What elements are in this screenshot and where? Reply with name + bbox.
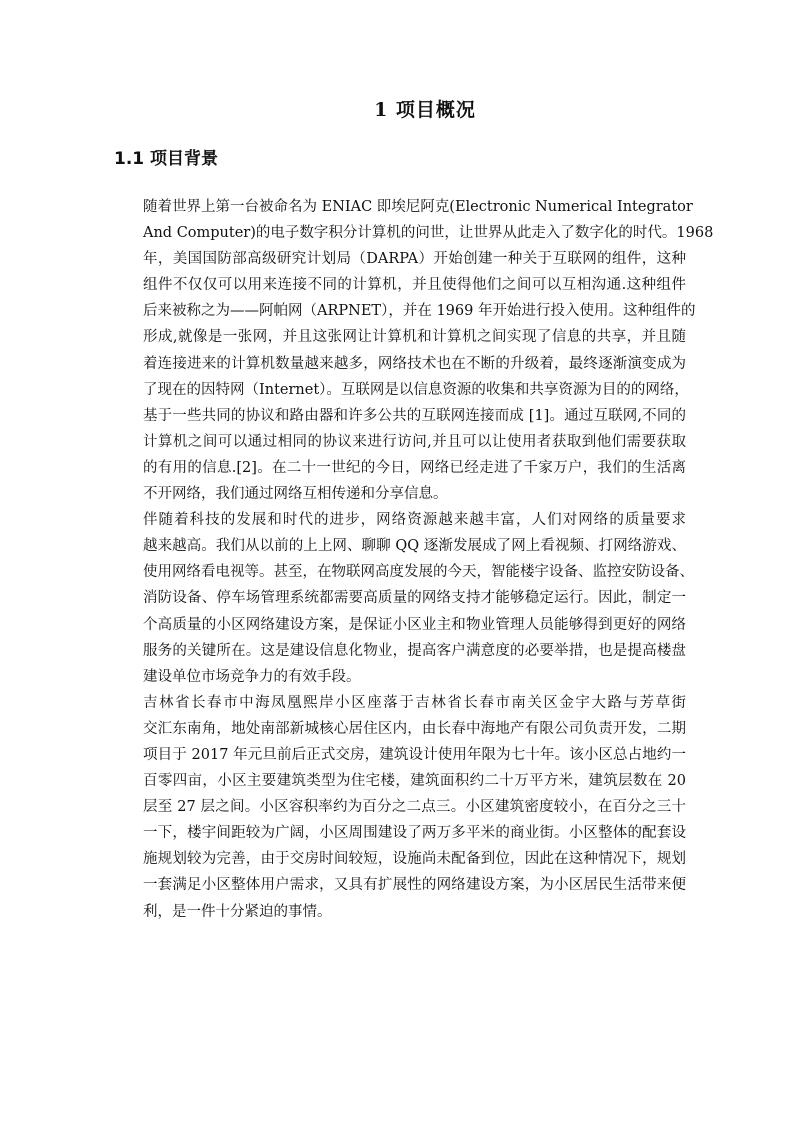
text-line: 层至 27 层之间。小区容积率约为百分之二点三。小区建筑密度较小，在百分之三十 bbox=[143, 799, 686, 816]
text-line: 组件不仅仅可以用来连接不同的计算机，并且使得他们之间可以互相沟通.这种组件 bbox=[143, 277, 686, 294]
text-line: 形成,就像是一张网，并且这张网让计算机和计算机之间实现了信息的共享，并且随 bbox=[143, 329, 686, 346]
paragraph-1 bbox=[114, 194, 714, 507]
chapter-title: 1 项目概况 bbox=[374, 99, 476, 121]
text-line: 越来越高。我们从以前的上上网、聊聊 QQ 逐渐发展成了网上看视频、打网络游戏、 bbox=[143, 538, 686, 555]
section-title: 1.1 项目背景 bbox=[114, 149, 219, 169]
text-line: 个高质量的小区网络建设方案，是保证小区业主和物业管理人员能够得到更好的网络 bbox=[143, 616, 686, 633]
text-line: 计算机之间可以通过相同的协议来进行访问,并且可以让使用者获取到他们需要获取 bbox=[143, 433, 686, 450]
text-line: 吉林省长春市中海凤凰熙岸小区座落于吉林省长春市南关区金宇大路与芳草街 bbox=[143, 694, 686, 711]
text-line: 年，美国国防部高级研究计划局（DARPA）开始创建一种关于互联网的组件，这种 bbox=[143, 251, 686, 268]
text-line: 百零四亩，小区主要建筑类型为住宅楼，建筑面积约二十万平方米，建筑层数在 20 bbox=[143, 773, 686, 790]
text-line: 的有用的信息.[2]。在二十一世纪的今日，网络已经走进了千家万户，我们的生活离 bbox=[143, 459, 686, 476]
text-line: 了现在的因特网（Internet）。互联网是以信息资源的收集和共享资源为目的的网络， bbox=[143, 381, 689, 398]
text-line: 一下，楼宇间距较为广阔，小区周围建设了两万多平米的商业街。小区整体的配套设 bbox=[143, 825, 686, 842]
text-line: 基于一些共同的协议和路由器和许多公共的互联网连接而成 [1]。通过互联网,不同的 bbox=[143, 407, 686, 424]
paragraph-2 bbox=[114, 507, 694, 690]
text-line: 利，是一件十分紧迫的事情。 bbox=[143, 903, 332, 920]
text-line: 伴随着科技的发展和时代的进步，网络资源越来越丰富，人们对网络的质量要求 bbox=[143, 512, 686, 529]
text-line: 使用网络看电视等。甚至，在物联网高度发展的今天，智能楼宇设备、监控安防设备、 bbox=[143, 564, 694, 581]
text-line: And Computer)的电子数字积分计算机的问世，让世界从此走入了数字化的时代。1968 bbox=[143, 225, 714, 242]
paragraph-3 bbox=[114, 690, 686, 925]
text-line: 交汇东南角，地处南部新城核心居住区内，由长春中海地产有限公司负责开发，二期 bbox=[143, 720, 686, 737]
text-line: 施规划较为完善，由于交房时间较短，设施尚未配备到位，因此在这种情况下，规划 bbox=[143, 851, 686, 868]
text-line: 不开网络，我们通过网络互相传递和分享信息。 bbox=[143, 486, 448, 503]
text-line: 随着世界上第一台被命名为 ENIAC 即埃尼阿克(Electronic Numerical Integrator bbox=[143, 199, 693, 215]
text-line: 建设单位市场竞争力的有效手段。 bbox=[143, 668, 361, 685]
body-text bbox=[114, 194, 714, 925]
text-line: 一套满足小区整体用户需求，又具有扩展性的网络建设方案，为小区居民生活带来便 bbox=[143, 877, 686, 894]
text-line: 消防设备、停车场管理系统都需要高质量的网络支持才能够稳定运行。因此，制定一 bbox=[143, 590, 686, 607]
text-line: 项目于 2017 年元旦前后正式交房，建筑设计使用年限为七十年。该小区总占地约一 bbox=[143, 746, 686, 763]
text-line: 服务的关键所在。这是建设信息化物业，提高客户满意度的必要举措，也是提高楼盘 bbox=[143, 642, 686, 659]
text-line: 后来被称之为——阿帕网（ARPNET），并在 1969 年开始进行投入使用。这种组件的 bbox=[143, 303, 696, 320]
text-line: 着连接进来的计算机数量越来越多，网络技术也在不断的升级着，最终逐渐演变成为 bbox=[143, 355, 686, 372]
